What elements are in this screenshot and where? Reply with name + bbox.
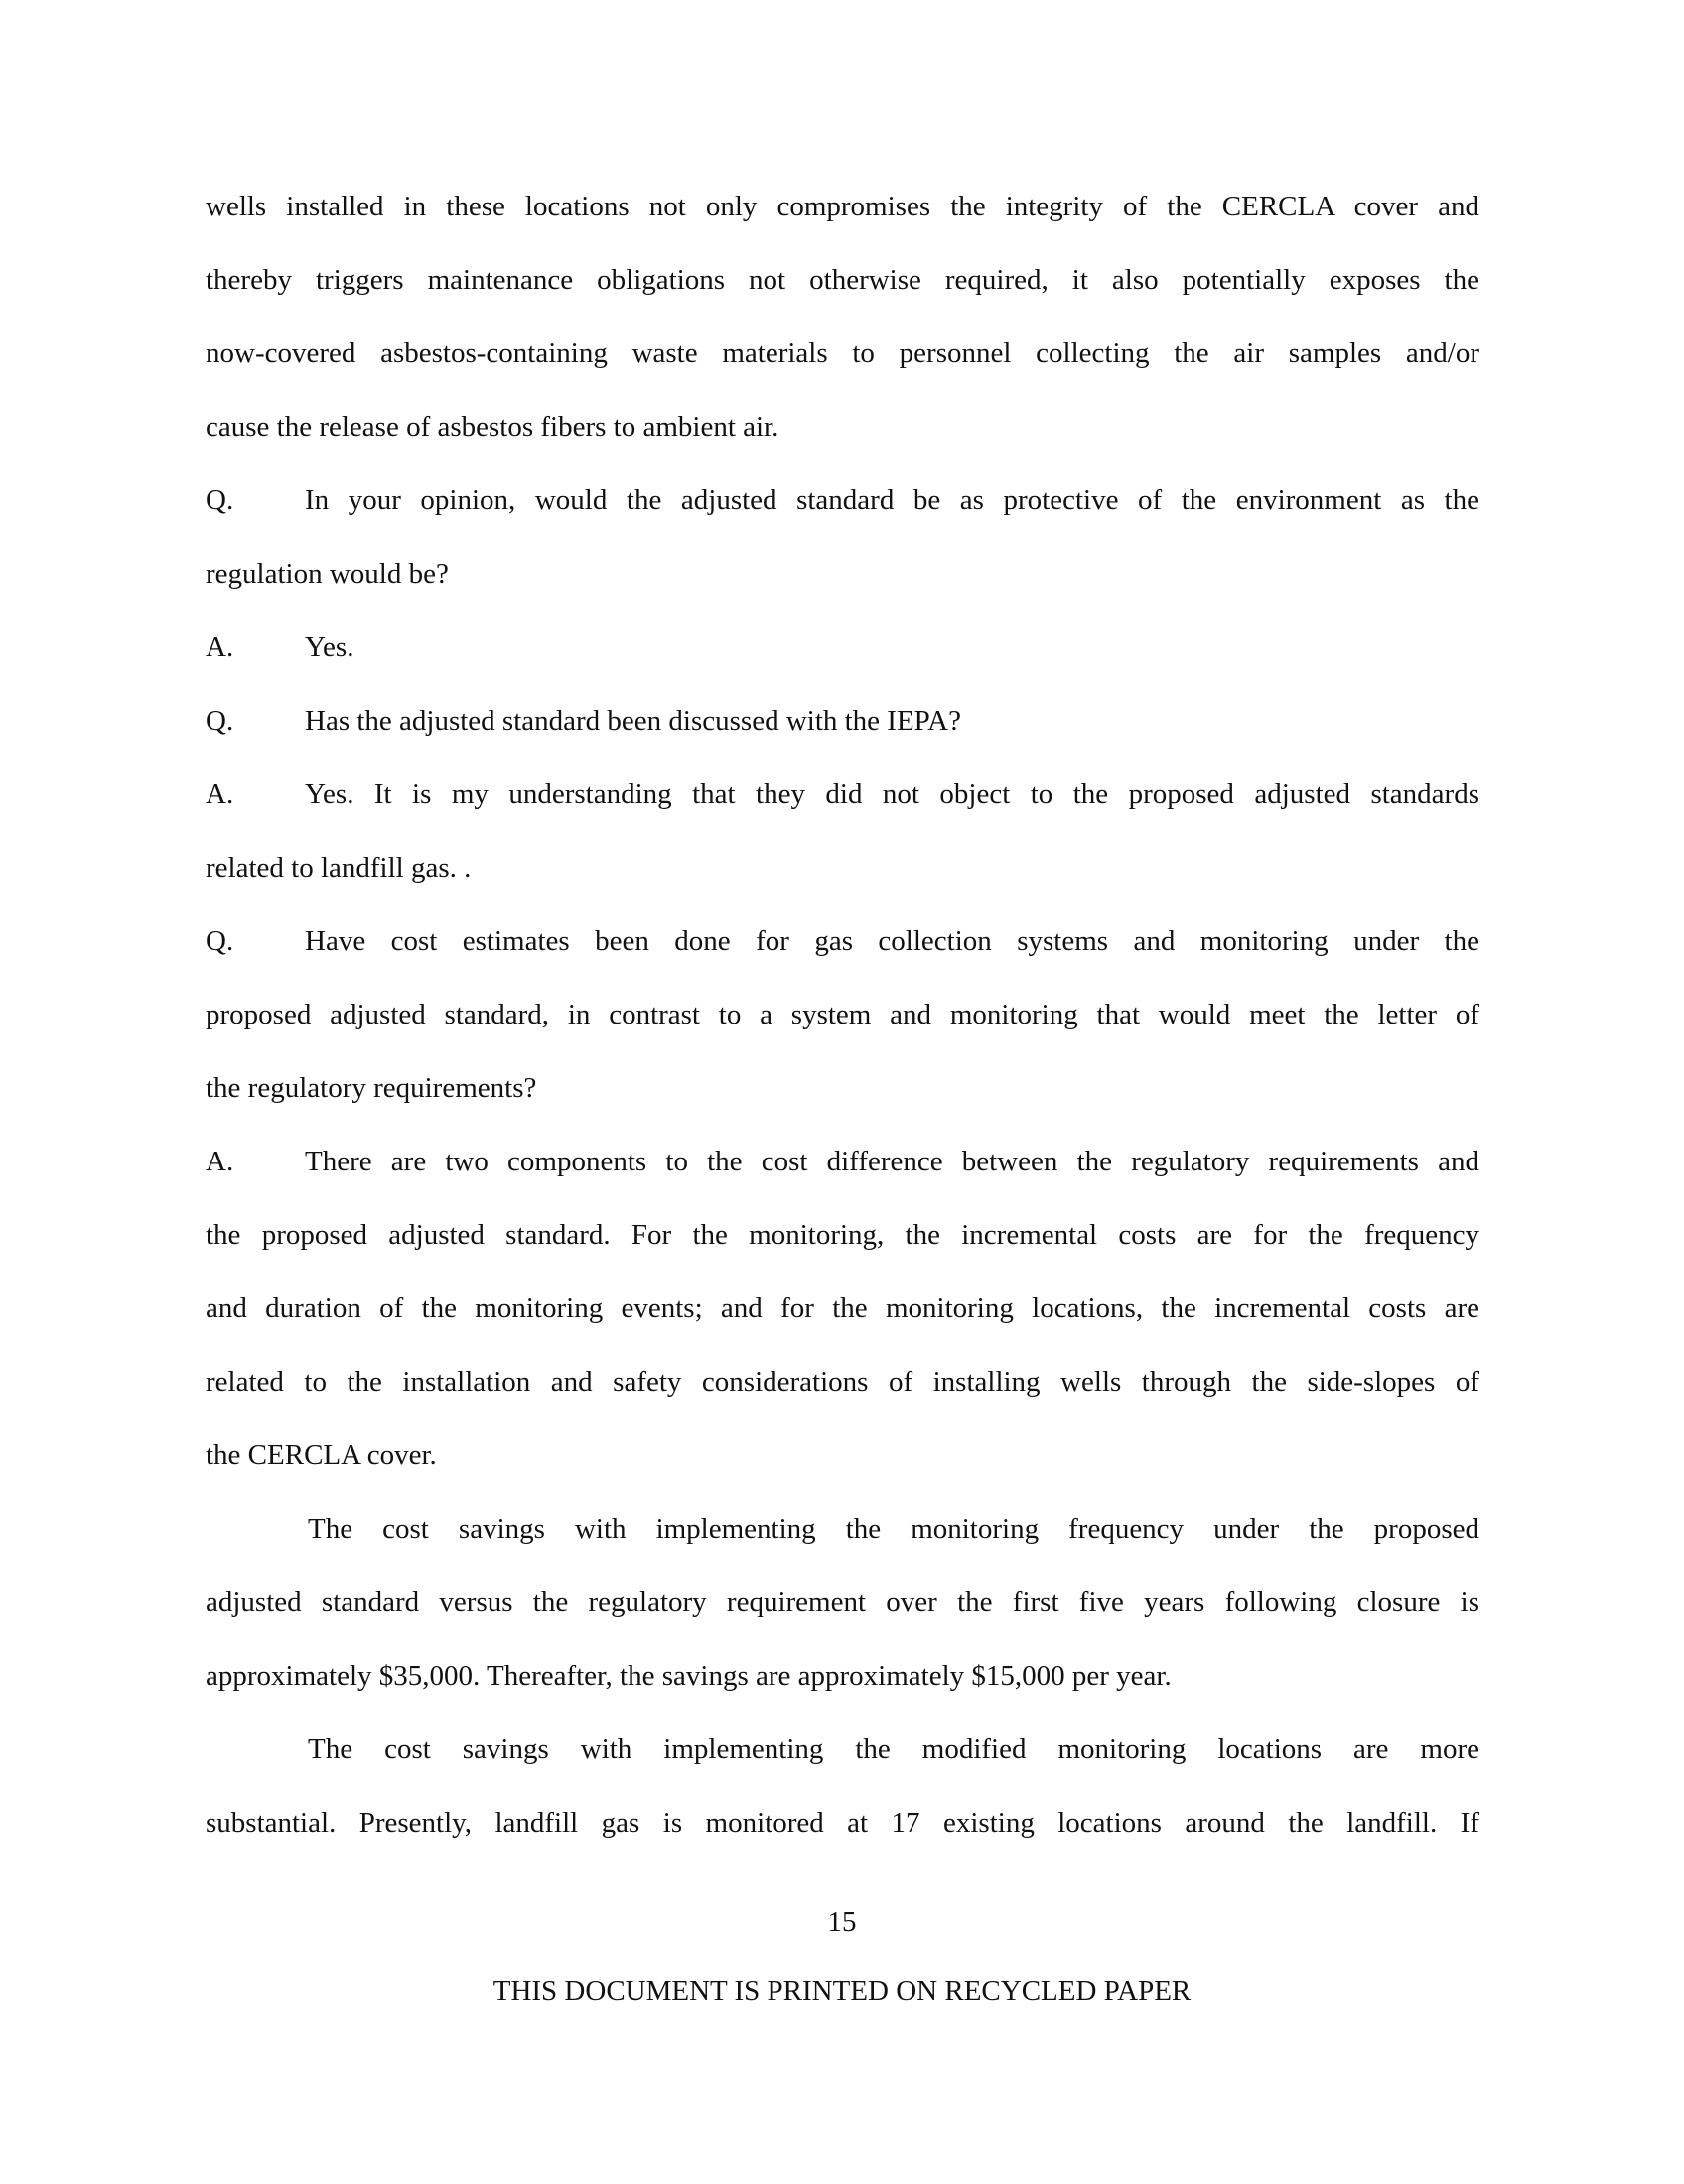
body-text-line: now-covered asbestos-containing waste materials to personnel collecting the air samples and/or bbox=[206, 338, 1479, 369]
body-text-line: wells installed in these locations not only compromises the integrity of the CERCLA cover and bbox=[206, 191, 1479, 222]
qa-label: Q. bbox=[206, 484, 234, 516]
qa-text: There are two components to the cost difference between the regulatory requirements and bbox=[305, 1146, 1479, 1177]
body-text-line: thereby triggers maintenance obligations not otherwise required, it also potentially exposes the bbox=[206, 264, 1479, 296]
qa-text: Yes. bbox=[305, 631, 354, 663]
answer bbox=[0, 629, 1684, 665]
body-text-line: cause the release of asbestos fibers to ambient air. bbox=[206, 411, 779, 443]
body-text-line: related to landfill gas. . bbox=[206, 852, 472, 884]
page-number: 15 bbox=[827, 1906, 857, 1938]
body-text-line: proposed adjusted standard, in contrast to a system and monitoring that would meet the letter of bbox=[206, 999, 1479, 1030]
body-text-line: the regulatory requirements? bbox=[206, 1072, 537, 1104]
body-text-line: substantial. Presently, landfill gas is monitored at 17 existing locations around the landfill. If bbox=[206, 1807, 1479, 1839]
body-text-line: and duration of the monitoring events; and for the monitoring locations, the incremental costs are bbox=[206, 1293, 1479, 1324]
body-text-line: adjusted standard versus the regulatory requirement over the first five years following closure is bbox=[206, 1586, 1479, 1618]
qa-label: Q. bbox=[206, 705, 234, 737]
qa-text: Has the adjusted standard been discussed with the IEPA? bbox=[305, 705, 961, 737]
qa-label: Q. bbox=[206, 925, 234, 957]
qa-text: Yes. It is my understanding that they did not object to the proposed adjusted standards bbox=[305, 778, 1479, 810]
qa-label: A. bbox=[206, 631, 234, 663]
qa-text: In your opinion, would the adjusted standard be as protective of the environment as the bbox=[305, 484, 1479, 516]
body-text-line: the proposed adjusted standard. For the monitoring, the incremental costs are for the frequency bbox=[206, 1219, 1479, 1251]
question bbox=[0, 703, 1684, 739]
body-text-line: approximately $35,000. Thereafter, the savings are approximately $15,000 per year. bbox=[206, 1660, 1172, 1692]
body-text-line: related to the installation and safety considerations of installing wells through the side-slopes of bbox=[206, 1366, 1479, 1398]
footer-text: THIS DOCUMENT IS PRINTED ON RECYCLED PAPER bbox=[492, 1976, 1192, 2007]
body-text-line: The cost savings with implementing the monitoring frequency under the proposed bbox=[308, 1513, 1479, 1545]
answer bbox=[0, 1144, 1684, 1179]
question bbox=[0, 482, 1684, 518]
body-text-line: the CERCLA cover. bbox=[206, 1439, 437, 1471]
answer bbox=[0, 776, 1684, 812]
qa-label: A. bbox=[206, 778, 234, 810]
qa-label: A. bbox=[206, 1146, 234, 1177]
question bbox=[0, 923, 1684, 959]
body-text-line: regulation would be? bbox=[206, 558, 449, 590]
qa-text: Have cost estimates been done for gas collection systems and monitoring under the bbox=[305, 925, 1479, 957]
body-text-line: The cost savings with implementing the modified monitoring locations are more bbox=[308, 1733, 1479, 1765]
